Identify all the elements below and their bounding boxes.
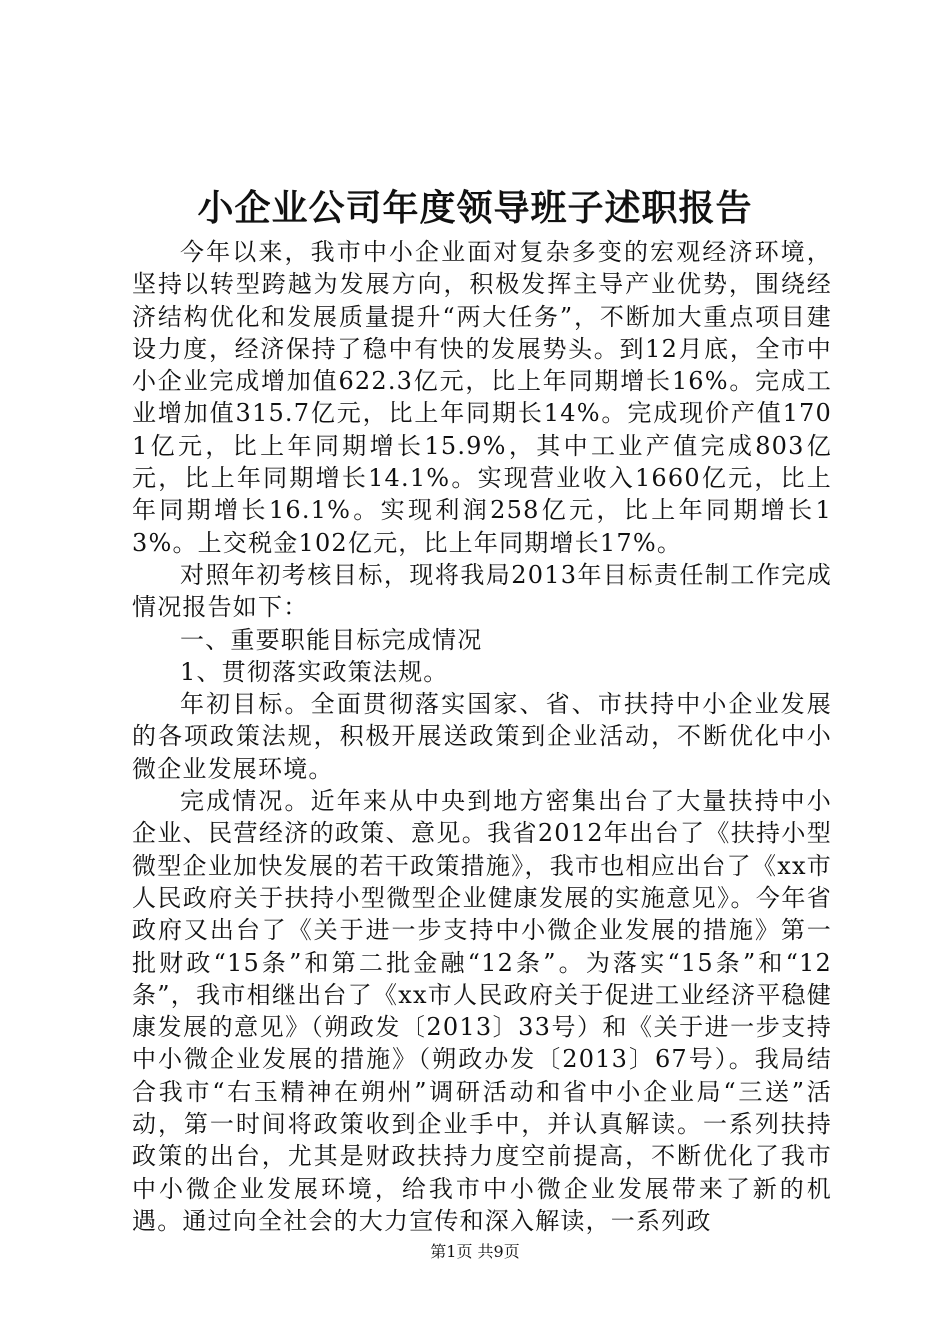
document-body [132, 236, 832, 1237]
subsection-heading-1: 1、贯彻落实政策法规。 [180, 657, 449, 686]
paragraph-completion-status: 完成情况。近年来从中央到地方密集出台了大量扶持中小企业、民营经济的政策、意见。我省2012年出台了《扶持小型微型企业加快发展的若干政策措施》，我市也相应出台了《xx市人民政府关于扶持小型微型企业健康发展的实施意见》。今年省政府又出台了《关于进一步支持中小微企业发展的措施》第一批财政“15条”和第二批金融“12条”。为落实“15条”和“12条”，我市相继出台了《xx市人民政府关于促进工业经济平稳健康发展的意见》（朔政发〔2013〕33号）和《关于进一步支持中小微企业发展的措施》（朔政办发〔2013〕67号）。我局结合我市“右玉精神在朔州”调研活动和省中小企业局“三送”活动，第一时间将政策收到企业手中，并认真解读。一系列扶持政策的出台，尤其是财政扶持力度空前提高，不断优化了我市中小微企业发展环境，给我市中小微企业发展带来了新的机遇。通过向全社会的大力宣传和深入解读，一系列政 [132, 787, 832, 1235]
paragraph-annual-target: 年初目标。全面贯彻落实国家、省、市扶持中小企业发展的各项政策法规，积极开展送政策到企业活动，不断优化中小微企业发展环境。 [132, 690, 832, 783]
paragraph-report-intro: 对照年初考核目标，现将我局2013年目标责任制工作完成情况报告如下： [132, 560, 832, 622]
document-title: 小企业公司年度领导班子述职报告 [197, 187, 753, 229]
paragraph-intro: 今年以来，我市中小企业面对复杂多变的宏观经济环境，坚持以转型跨越为发展方向，积极发挥主导产业优势，围绕经济结构优化和发展质量提升“两大任务”，不断加大重点项目建设力度，经济保持了稳中有快的发展势头。到12月底，全市中小企业完成增加值622.3亿元，比上年同期增长16%。完成工业增加值315.7亿元，比上年同期长14%。完成现价产值1701亿元，比上年同期增长15.9%，其中工业产值完成803亿元，比上年同期增长14.1%。实现营业收入1660亿元，比上年同期增长16.1%。实现利润258亿元，比上年同期增长13%。上交税金102亿元，比上年同期增长17%。 [132, 238, 832, 557]
section-heading-1: 一、重要职能目标完成情况 [180, 625, 483, 654]
page-footer: 第1页 共9页 [430, 1242, 520, 1261]
